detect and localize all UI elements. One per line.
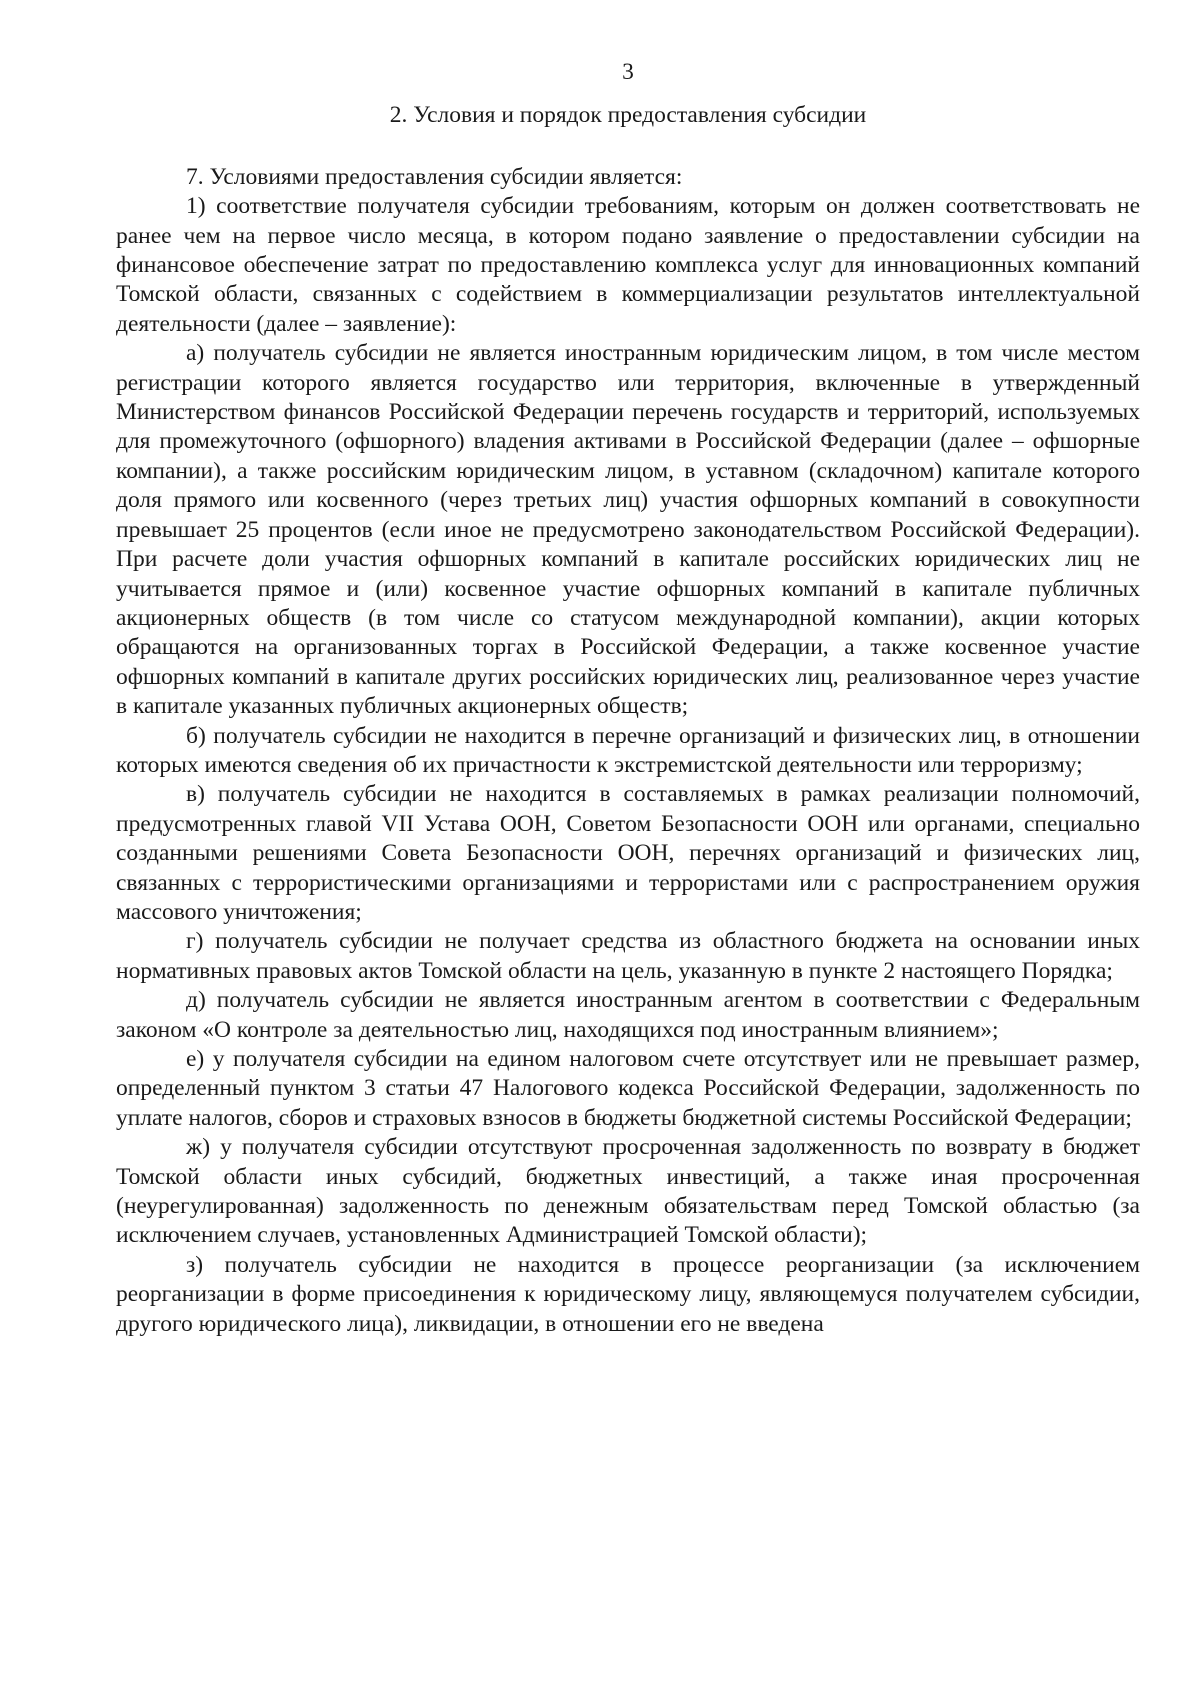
- paragraph-7-1-b: б) получатель субсидии не находится в перечне организаций и физических лиц, в отношении которых имеются сведения об их причастности к экстремистской деятельности или терроризму;: [116, 722, 1140, 778]
- paragraph-7-1-zh: ж) у получателя субсидии отсутствуют просроченная задолженность по возврату в бюджет Томской области иных субсидий, бюджетных инвестиций, а также иная просроченная (неурегулированная) задолженность по денежным обязательствам перед Томской областью (за исключением случаев, установленных Администрацией Томской области);: [116, 1134, 1140, 1249]
- paragraph-7-1: 1) соответствие получателя субсидии требованиям, которым он должен соответствовать не ранее чем на первое число месяца, в котором подано заявление о предоставлении субсидии на финансовое обеспечение затрат по предоставлению комплекса услуг для инновационных компаний Томской области, связанных с содействием в коммерциализации результатов интеллектуальной деятельности (далее – заявление):: [116, 193, 1140, 337]
- section-title: 2. Условия и порядок предоставления субсидии: [389, 102, 867, 129]
- paragraph-7-1-d: д) получатель субсидии не является иностранным агентом в соответствии с Федеральным законом «О контроле за деятельностью лиц, находящихся под иностранным влиянием»;: [116, 987, 1140, 1043]
- paragraph-7: 7. Условиями предоставления субсидии является:: [186, 163, 683, 190]
- page-number: 3: [622, 59, 634, 85]
- paragraph-7-1-e: е) у получателя субсидии на едином налоговом счете отсутствует или не превышает размер, определенный пунктом 3 статьи 47 Налогового кодекса Российской Федерации, задолженность по уплате налогов, сборов и страховых взносов в бюджеты бюджетной системы Российской Федерации;: [116, 1046, 1140, 1131]
- paragraph-7-1-v: в) получатель субсидии не находится в составляемых в рамках реализации полномочий, предусмотренных главой VII Устава ООН, Советом Безопасности ООН или органами, специально созданными решениями Совета Безопасности ООН, перечнях организаций и физических лиц, связанных с террористическими организациями и террористами или с распространением оружия массового уничтожения;: [116, 781, 1140, 925]
- paragraph-7-1-a: а) получатель субсидии не является иностранным юридическим лицом, в том числе местом регистрации которого является государство или территория, включенные в утвержденный Министерством финансов Российской Федерации перечень государств и территорий, используемых для промежуточного (офшорного) владения активами в Российской Федерации (далее – офшорные компании), а также российским юридическим лицом, в уставном (складочном) капитале которого доля прямого или косвенного (через третьих лиц) участия офшорных компаний в совокупности превышает 25 процентов (если иное не предусмотрено законодательством Российской Федерации). При расчете доли участия офшорных компаний в капитале российских юридических лиц не учитывается прямое и (или) косвенное участие офшорных компаний в капитале публичных акционерных обществ (в том числе со статусом международной компании), акции которых обращаются на организованных торгах в Российской Федерации, а также косвенное участие офшорных компаний в капитале других российских юридических лиц, реализованное через участие в капитале указанных публичных акционерных обществ;: [116, 340, 1140, 720]
- paragraph-7-1-z: з) получатель субсидии не находится в процессе реорганизации (за исключением реорганизации в форме присоединения к юридическому лицу, являющемуся получателем субсидии, другого юридического лица), ликвидации, в отношении его не введена: [116, 1251, 1140, 1337]
- document-page: [116, 58, 1140, 1339]
- paragraph-7-1-g: г) получатель субсидии не получает средства из областного бюджета на основании иных нормативных правовых актов Томской области на цель, указанную в пункте 2 настоящего Порядка;: [116, 928, 1140, 984]
